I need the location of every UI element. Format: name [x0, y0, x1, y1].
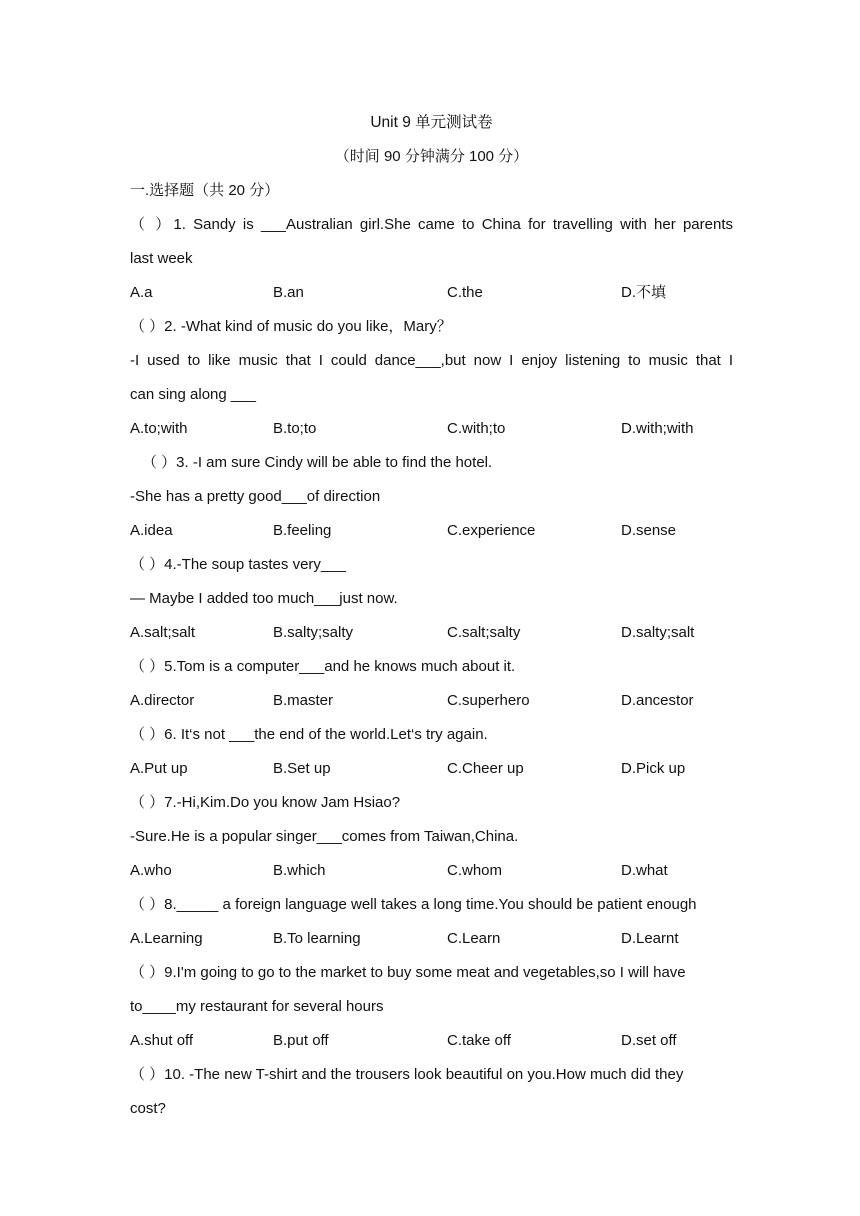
question-text: （ ）6. It‘s not ___the end of the world.Let‘s try again.: [130, 726, 488, 743]
question-options: [130, 922, 733, 956]
option-a: A.who: [130, 862, 172, 879]
question-options: [130, 616, 733, 650]
option-c: C.salt;salty: [447, 624, 521, 641]
option-b: B.Set up: [273, 760, 331, 777]
question-text: last week: [130, 250, 193, 267]
question-text: can sing along ___: [130, 386, 256, 403]
option-c: C.Cheer up: [447, 760, 524, 777]
question-text: （ ）2. -What kind of music do you like，Mary？: [130, 318, 452, 335]
option-a: A.salt;salt: [130, 624, 196, 641]
option-a: A.to;with: [130, 420, 188, 437]
option-b: B.which: [273, 862, 326, 879]
question-options: [130, 854, 733, 888]
question-options: [130, 514, 733, 548]
option-b: B.feeling: [273, 522, 332, 539]
option-a: A.shut off: [130, 1032, 194, 1049]
option-d: D.ancestor: [621, 692, 694, 709]
question-text: （ ）7.-Hi,Kim.Do you know Jam Hsiao?: [130, 794, 401, 811]
question-4: [130, 548, 733, 650]
question-8: [130, 888, 733, 956]
option-d: D.不填: [621, 284, 667, 301]
option-d: D.salty;salt: [621, 624, 695, 641]
question-text: （ ）1. Sandy is ___Australian girl.She came to China for travelling with her parents: [130, 216, 733, 233]
question-text: （ ）4.-The soup tastes very___: [130, 556, 346, 573]
question-options: [130, 752, 733, 786]
option-d: D.Learnt: [621, 930, 679, 947]
question-text: （ ）8._____ a foreign language well takes a long time.You should be patient enough: [130, 896, 697, 913]
question-7: [130, 786, 733, 888]
question-3: [130, 446, 733, 548]
option-d: D.set off: [621, 1032, 677, 1049]
option-a: A.Put up: [130, 760, 188, 777]
question-1: [130, 208, 733, 310]
option-a: A.idea: [130, 522, 173, 539]
question-text: — Maybe I added too much___just now.: [130, 590, 398, 607]
option-b: B.put off: [273, 1032, 329, 1049]
option-d: D.what: [621, 862, 668, 879]
option-d: D.Pick up: [621, 760, 686, 777]
option-d: D.with;with: [621, 420, 694, 437]
option-c: C.experience: [447, 522, 536, 539]
option-c: C.superhero: [447, 692, 530, 709]
question-text: -I used to like music that I could dance___,but now I enjoy listening to music that I: [130, 352, 733, 369]
question-options: [130, 684, 733, 718]
option-b: B.to;to: [273, 420, 317, 437]
question-2: [130, 310, 733, 446]
question-options: [130, 412, 733, 446]
option-c: C.whom: [447, 862, 503, 879]
option-b: B.an: [273, 284, 304, 301]
question-10: [130, 1058, 733, 1126]
question-text: （ ）5.Tom is a computer___and he knows much about it.: [130, 658, 516, 675]
question-text: -Sure.He is a popular singer___comes from Taiwan,China.: [130, 828, 519, 845]
page-title: Unit 9 单元测试卷: [370, 114, 493, 131]
option-c: C.with;to: [447, 420, 506, 437]
option-c: C.the: [447, 284, 483, 301]
option-d: D.sense: [621, 522, 677, 539]
option-a: A.director: [130, 692, 195, 709]
question-text: （ ）9.I'm going to go to the market to buy some meat and vegetables,so I will have: [130, 964, 686, 981]
question-options: [130, 1024, 733, 1058]
question-text: -She has a pretty good___of direction: [130, 488, 381, 505]
option-b: B.master: [273, 692, 334, 709]
question-text: cost?: [130, 1100, 166, 1117]
question-6: [130, 718, 733, 786]
option-a: A.Learning: [130, 930, 203, 947]
question-text: （ ）3. -I am sure Cindy will be able to find the hotel.: [142, 454, 493, 471]
question-5: [130, 650, 733, 718]
option-b: B.salty;salty: [273, 624, 354, 641]
option-c: C.Learn: [447, 930, 501, 947]
option-a: A.a: [130, 284, 153, 301]
question-options: [130, 276, 733, 310]
option-c: C.take off: [447, 1032, 511, 1049]
question-text: to____my restaurant for several hours: [130, 998, 384, 1015]
section-heading: 一.选择题（共 20 分）: [130, 182, 280, 199]
option-b: B.To learning: [273, 930, 361, 947]
page-subtitle: （时间 90 分钟满分 100 分）: [334, 148, 529, 165]
exam-page: [130, 106, 733, 1126]
question-9: [130, 956, 733, 1058]
question-text: （ ）10. -The new T-shirt and the trousers look beautiful on you.How much did they: [130, 1066, 684, 1083]
